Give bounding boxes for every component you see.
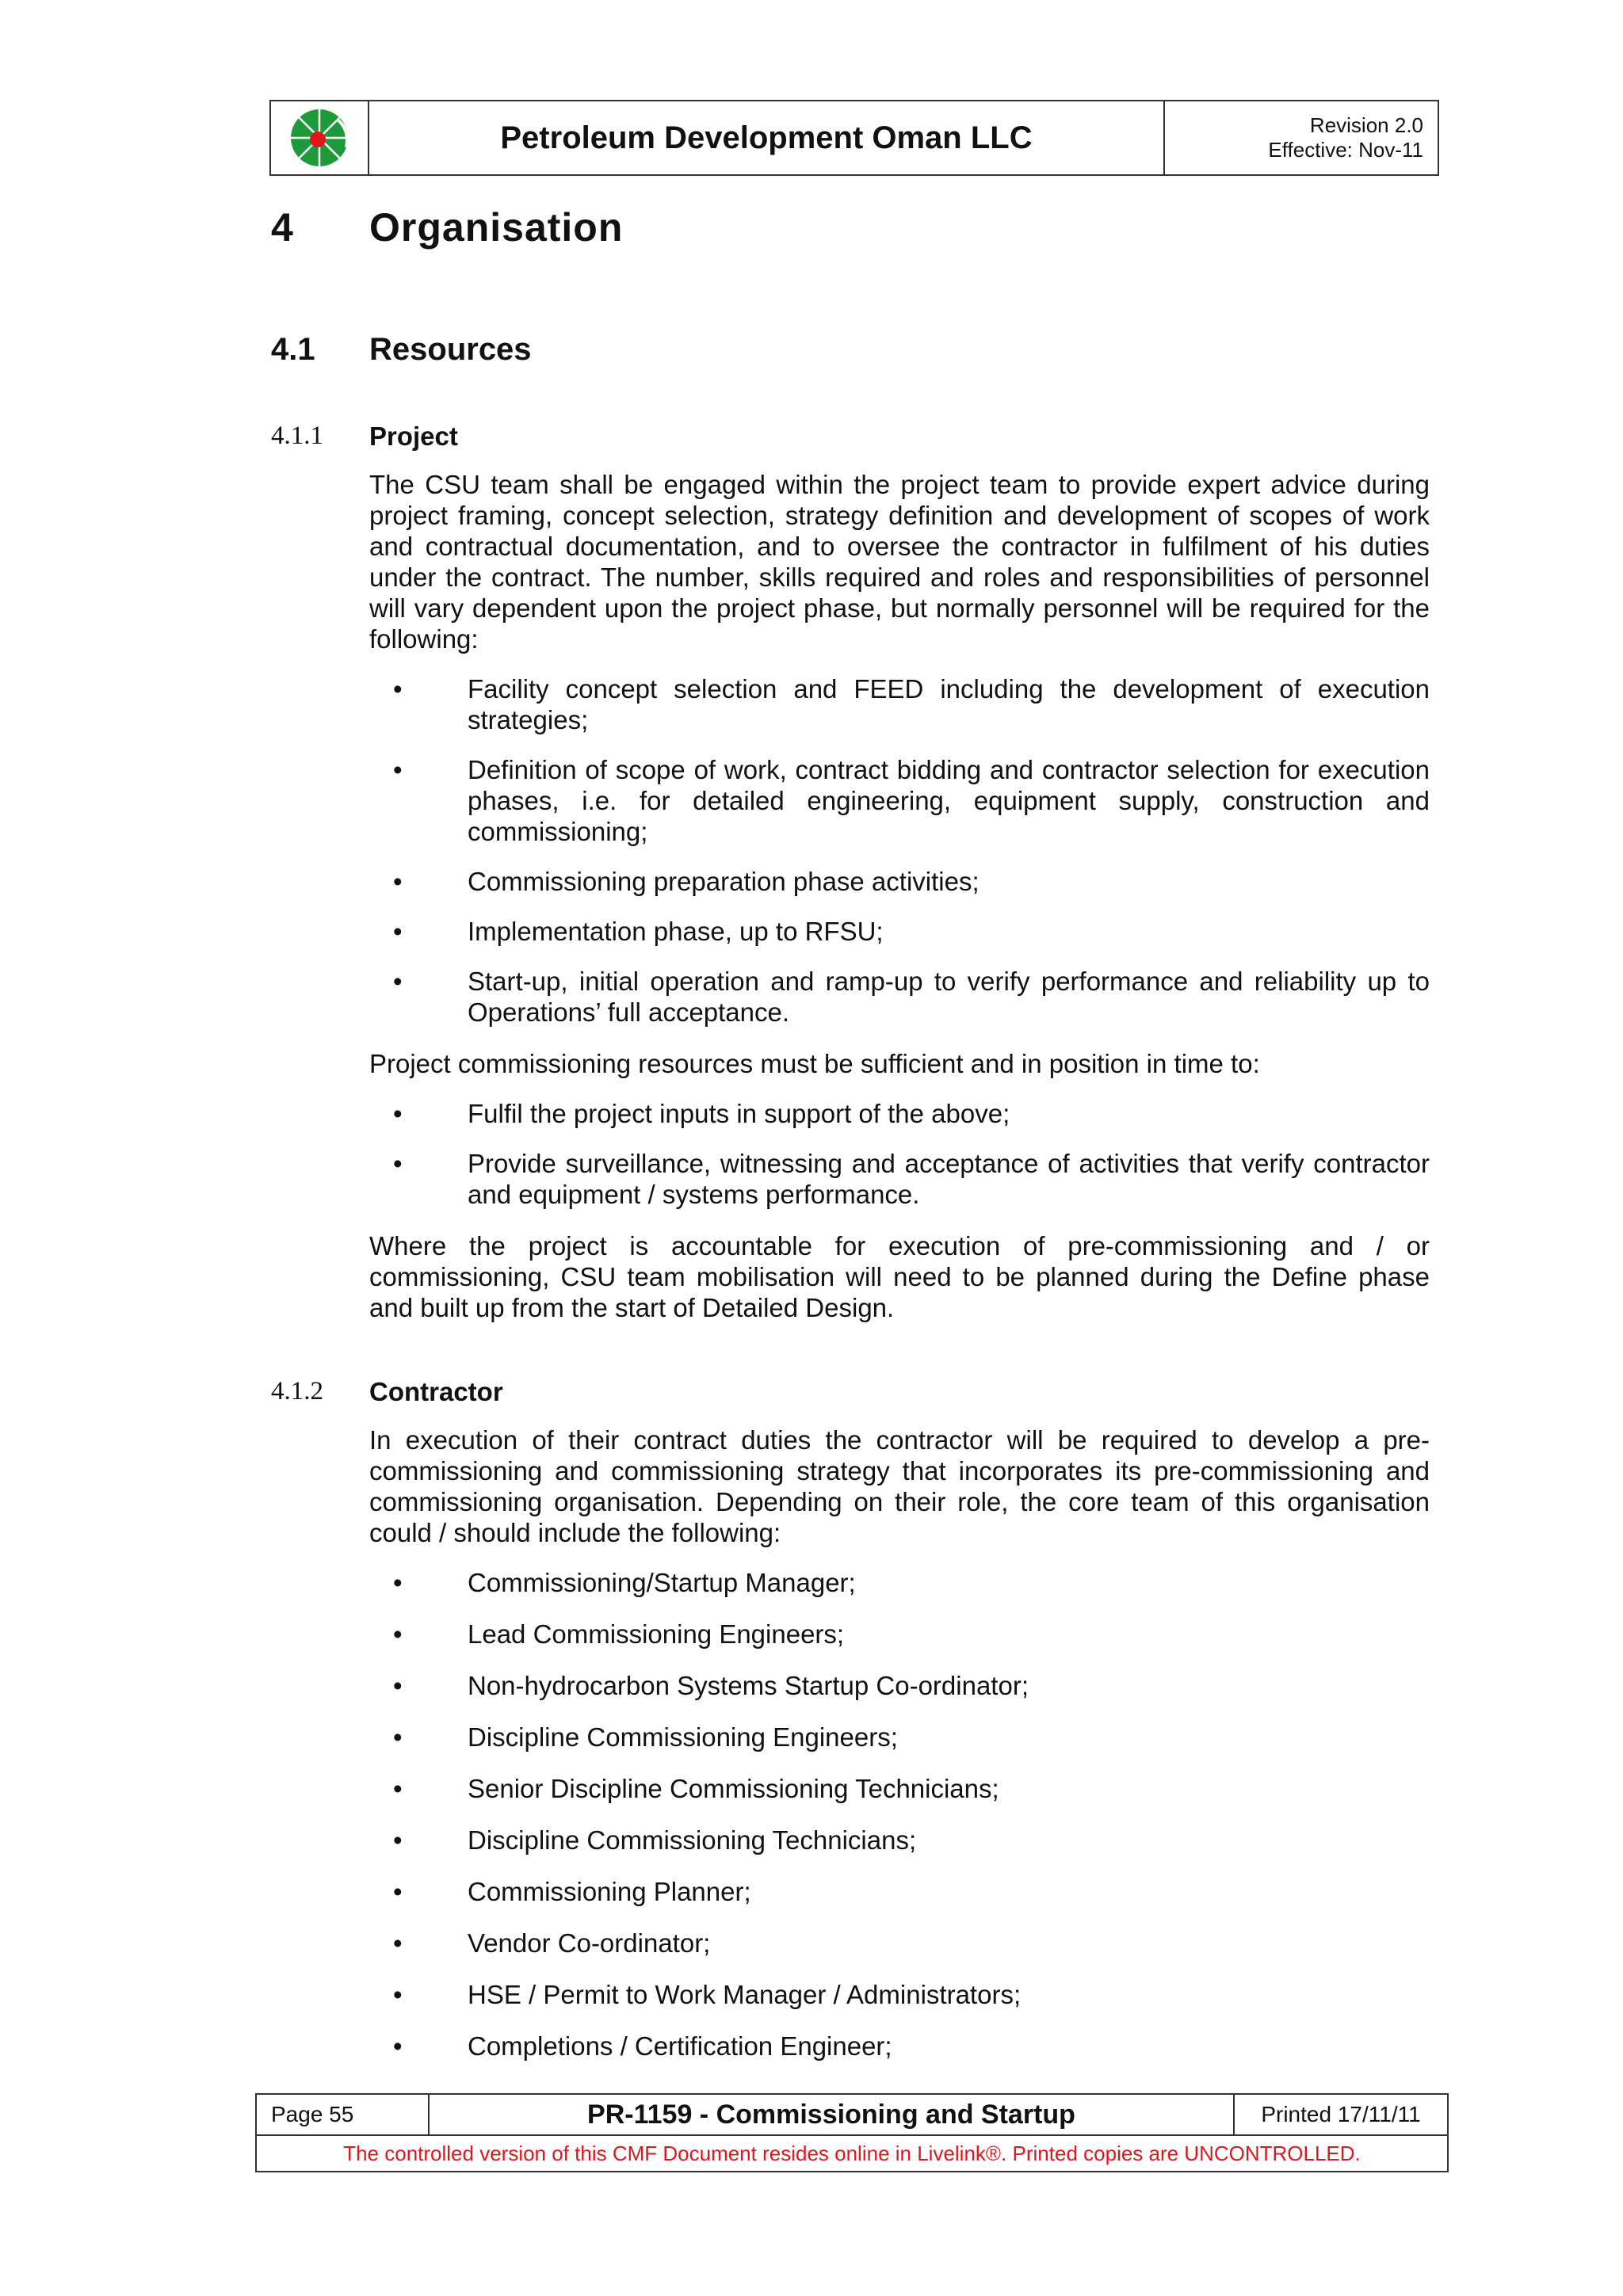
bullet-icon: • — [393, 1568, 403, 1597]
project-bullets — [369, 673, 1430, 1028]
list-item: • Definition of scope of work, contract bidding and contractor selection for execution phases, i.e. for detailed engineering, equipment supply, construction and commissioning; — [393, 755, 1430, 846]
bullet-icon: • — [393, 1722, 403, 1752]
bullet-icon: • — [393, 967, 403, 996]
bullet-icon: • — [393, 1825, 403, 1855]
list-item: • Commissioning preparation phase activities; — [393, 867, 980, 896]
list-item: • Vendor Co-ordinator; — [393, 1928, 711, 1958]
list-item: • Discipline Commissioning Engineers; — [393, 1722, 898, 1752]
list-item: • Lead Commissioning Engineers; — [393, 1619, 845, 1649]
logo-cell — [271, 101, 369, 174]
bullet-icon: • — [393, 674, 403, 704]
list-item: • Provide surveillance, witnessing and acceptance of activities that verify contractor and equipment / systems performance. — [393, 1149, 1430, 1209]
printed-date: Printed 17/11/11 — [1261, 2102, 1421, 2126]
bullet-icon: • — [393, 1099, 403, 1128]
document-header — [269, 100, 1439, 176]
list-item: • Commissioning Planner; — [393, 1877, 751, 1906]
contractor-number: 4.1.2 — [271, 1377, 323, 1405]
bullet-icon: • — [393, 1774, 403, 1803]
page-number: Page 55 — [257, 2095, 430, 2134]
bullet-icon: • — [393, 917, 403, 946]
contractor-bullets — [369, 1567, 1430, 2061]
list-item: • Commissioning/Startup Manager; — [393, 1568, 856, 1597]
contractor-intro: In execution of their contract duties the contractor will be required to develop a pre-commissioning and commissioning strategy that incorporates its pre-commissioning and commissioning organisation. Depending on their role, the core team of this organisation could / should include the following: — [369, 1425, 1430, 1547]
document-title: PR-1159 - Commissioning and Startup — [430, 2095, 1235, 2134]
list-item: • Facility concept selection and FEED including the development of execution strategies; — [393, 674, 1430, 734]
pdo-logo-icon — [288, 106, 351, 170]
list-item: • Start-up, initial operation and ramp-up to verify performance and reliability up to Operations’ full acceptance. — [393, 967, 1430, 1027]
project-section-body — [369, 469, 1430, 1323]
company-name: Petroleum Development Oman LLC — [369, 101, 1165, 174]
subsection-number: 4.1 — [271, 332, 315, 367]
uncontrolled-notice: The controlled version of this CMF Document resides online in Livelink®. Printed copies are UNCONTROLLED. — [343, 2141, 1361, 2165]
revision-block — [1165, 101, 1438, 174]
list-item: • Non-hydrocarbon Systems Startup Co-ordinator; — [393, 1671, 1029, 1700]
project-intro: The CSU team shall be engaged within the project team to provide expert advice during project framing, concept selection, strategy definition and development of scopes of work and contractual documentation, and to oversee the contractor in fulfilment of his duties under the contract. The number, skills required and roles and responsibilities of personnel will vary dependent upon the project phase, but normally personnel will be required for the following: — [369, 470, 1430, 654]
contractor-title: Contractor — [369, 1377, 503, 1406]
section-number: 4 — [271, 205, 294, 250]
bullet-icon: • — [393, 755, 403, 784]
contractor-section-body — [369, 1425, 1430, 2061]
list-item: • Senior Discipline Commissioning Technicians; — [393, 1774, 999, 1803]
section-title: Organisation — [369, 205, 624, 250]
document-footer — [255, 2093, 1449, 2172]
bullet-icon: • — [393, 1671, 403, 1700]
bullet-icon: • — [393, 2031, 403, 2061]
list-item: • Discipline Commissioning Technicians; — [393, 1825, 917, 1855]
resources-bullets — [369, 1098, 1430, 1210]
bullet-icon: • — [393, 1619, 403, 1649]
bullet-icon: • — [393, 867, 403, 896]
subsection-title: Resources — [369, 332, 532, 367]
list-item: • Implementation phase, up to RFSU; — [393, 917, 884, 946]
list-item: • Completions / Certification Engineer; — [393, 2031, 892, 2061]
project-title: Project — [369, 421, 458, 451]
revision-label: Revision 2.0 — [1309, 113, 1423, 137]
bullet-icon: • — [393, 1877, 403, 1906]
project-number: 4.1.1 — [271, 421, 323, 450]
list-item: • Fulfil the project inputs in support of the above; — [393, 1099, 1010, 1128]
resources-intro: Project commissioning resources must be sufficient and in position in time to: — [369, 1049, 1260, 1078]
list-item: • HSE / Permit to Work Manager / Administrators; — [393, 1980, 1022, 2009]
bullet-icon: • — [393, 1980, 403, 2009]
project-closing: Where the project is accountable for execution of pre-commissioning and / or commissioning, CSU team mobilisation will need to be planned during the Define phase and built up from the start of Detailed Design. — [369, 1231, 1430, 1322]
effective-date: Effective: Nov-11 — [1268, 138, 1423, 162]
bullet-icon: • — [393, 1928, 403, 1958]
bullet-icon: • — [393, 1149, 403, 1178]
footer-row — [257, 2095, 1447, 2136]
